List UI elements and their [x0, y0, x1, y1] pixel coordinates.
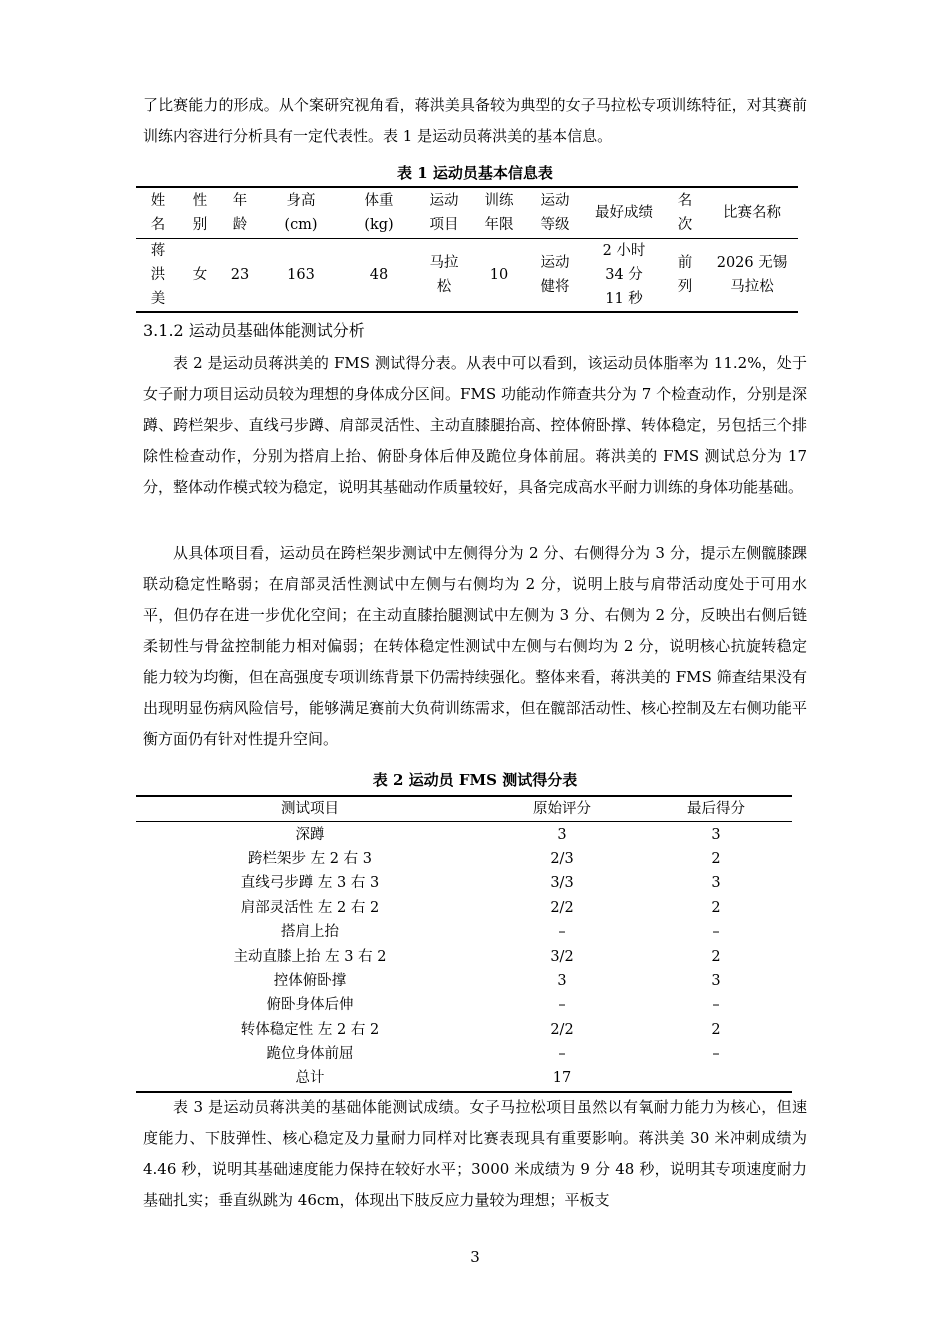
table-row [136, 871, 792, 895]
test-item: 转体稳定性 左 2 右 2 [240, 1021, 380, 1038]
cell-rank: 前列 [677, 255, 693, 295]
final-score: 2 [711, 899, 721, 916]
final-score: 3 [711, 875, 721, 892]
cell-best-result: 2 小时 34 分 11 秒 [602, 243, 646, 307]
test-item: 跪位身体前屈 [266, 1046, 354, 1063]
header-height: 身高(cm) [260, 187, 342, 239]
table-row [136, 1018, 792, 1042]
final-score: 2 [711, 948, 721, 965]
table-row [136, 896, 792, 920]
cell-weight: 48 [369, 267, 389, 283]
header-rank: 名次 [664, 187, 706, 239]
table1-header-row [136, 187, 798, 239]
final-score [640, 1066, 792, 1091]
header-training-years: 训练年限 [472, 187, 526, 239]
raw-score: 2/3 [550, 850, 574, 867]
raw-score: – [558, 997, 566, 1014]
cell-training-years: 10 [489, 267, 509, 283]
raw-score: 3/2 [550, 948, 574, 965]
raw-score: 2/2 [550, 1021, 574, 1038]
table3-intro-paragraph: 表 3 是运动员蒋洪美的基础体能测试成绩。女子马拉松项目虽然以有氧耐力能力为核心，但速度能力、下肢弹性、核心稳定及力量耐力同样对比赛表现具有重要影响。蒋洪美 30 米冲刺成绩为 4.46 秒，说明其基础速度能力保持在较好水平；3000 米成绩为 9 分 48 秒，说明其专项速度耐力基础扎实；垂直纵跳为 46cm，体现出下肢反应力量较为理想；平板支 [143, 1098, 807, 1209]
final-score: – [712, 924, 720, 941]
header-weight: 体重(kg) [342, 187, 416, 239]
table-row [136, 920, 792, 944]
raw-score: 3 [557, 972, 567, 989]
header-event: 运动项目 [416, 187, 472, 239]
test-item: 深蹲 [295, 826, 325, 843]
header-level: 运动等级 [526, 187, 584, 239]
test-item: 俯卧身体后伸 [266, 997, 354, 1014]
header-final-score: 最后得分 [640, 796, 792, 822]
table2-caption: 表 2 运动员 FMS 测试得分表 [372, 771, 578, 789]
table-row [136, 993, 792, 1017]
table-row [136, 1042, 792, 1066]
page-number: 3 [470, 1248, 480, 1266]
athlete-info-table [136, 186, 798, 313]
test-item: 搭肩上抬 [281, 924, 339, 941]
final-score: 2 [711, 1021, 721, 1038]
cell-height: 163 [287, 267, 315, 283]
raw-score: – [558, 1046, 566, 1063]
test-item: 控体俯卧撑 [273, 972, 347, 989]
raw-score: 2/2 [550, 899, 574, 916]
table-row [136, 822, 792, 847]
fms-intro-paragraph: 表 2 是运动员蒋洪美的 FMS 测试得分表。从表中可以看到，该运动员体脂率为 11.2%，处于女子耐力项目运动员较为理想的身体成分区间。FMS 功能动作筛查共分为 7 个检查动作，分别是深蹲、跨栏架步、直线弓步蹲、肩部灵活性、主动直膝腿抬高、控体俯卧撑、转体稳定，另包括三个排除性检查动作，分别为搭肩上抬、俯卧身体后伸及跪位身体前屈。蒋洪美的 FMS 测试总分为 17 分，整体动作模式较为稳定，说明其基础动作质量较好，具备完成高水平耐力训练的身体功能基础。 [143, 354, 807, 496]
test-item: 跨栏架步 左 2 右 3 [248, 850, 372, 867]
fms-detail-paragraph: 从具体项目看，运动员在跨栏架步测试中左侧得分为 2 分、右侧得分为 3 分，提示左侧髋膝踝联动稳定性略弱；在肩部灵活性测试中左侧与右侧均为 2 分，说明上肢与肩带活动度处于可用水平，但仍存在进一步优化空间；在主动直膝抬腿测试中左侧为 3 分、右侧为 2 分，反映出右侧后链柔韧性与骨盆控制能力相对偏弱；在转体稳定性测试中左侧与右侧均为 2 分，说明核心抗旋转稳定能力较为均衡，但在高强度专项训练背景下仍需持续强化。整体来看，蒋洪美的 FMS 筛查结果没有出现明显伤病风险信号，能够满足赛前大负荷训练需求，但在髋部活动性、核心控制及左右侧功能平衡方面仍有针对性提升空间。 [143, 544, 807, 748]
table-row [136, 847, 792, 871]
final-score: – [712, 997, 720, 1014]
raw-score: 3 [557, 826, 567, 843]
section-heading: 3.1.2 运动员基础体能测试分析 [143, 321, 365, 340]
table1-caption: 表 1 运动员基本信息表 [397, 164, 553, 182]
cell-event: 马拉松 [429, 255, 459, 295]
table1-data-row [136, 239, 798, 313]
test-item: 直线弓步蹲 左 3 右 3 [240, 875, 380, 892]
header-race-name: 比赛名称 [706, 187, 798, 239]
intro-paragraph: 了比赛能力的形成。从个案研究视角看，蒋洪美具备较为典型的女子马拉松专项训练特征，对其赛前训练内容进行分析具有一定代表性。表 1 是运动员蒋洪美的基本信息。 [143, 96, 807, 145]
header-test-item: 测试项目 [136, 796, 484, 822]
final-score: 3 [711, 972, 721, 989]
table2-header-row [136, 796, 792, 822]
header-raw-score: 原始评分 [484, 796, 640, 822]
table-row [136, 944, 792, 968]
fms-score-table [136, 795, 792, 1093]
test-item: 肩部灵活性 左 2 右 2 [240, 899, 380, 916]
test-item: 主动直膝上抬 左 3 右 2 [233, 948, 387, 965]
cell-name: 蒋洪美 [150, 243, 166, 307]
cell-gender: 女 [192, 267, 208, 283]
header-gender: 性别 [180, 187, 220, 239]
final-score: 2 [711, 850, 721, 867]
final-score: 3 [711, 826, 721, 843]
raw-score: – [558, 924, 566, 941]
header-best-result: 最好成绩 [584, 187, 664, 239]
table-row-total [136, 1066, 792, 1091]
header-age: 年龄 [220, 187, 260, 239]
raw-score: 17 [552, 1070, 572, 1087]
cell-race-name: 2026 无锡马拉松 [716, 255, 788, 295]
cell-age: 23 [230, 267, 250, 283]
final-score: – [712, 1046, 720, 1063]
table-row [136, 969, 792, 993]
header-name: 姓名 [136, 187, 180, 239]
test-item: 总计 [295, 1070, 325, 1087]
cell-level: 运动健将 [540, 255, 570, 295]
raw-score: 3/3 [550, 875, 574, 892]
